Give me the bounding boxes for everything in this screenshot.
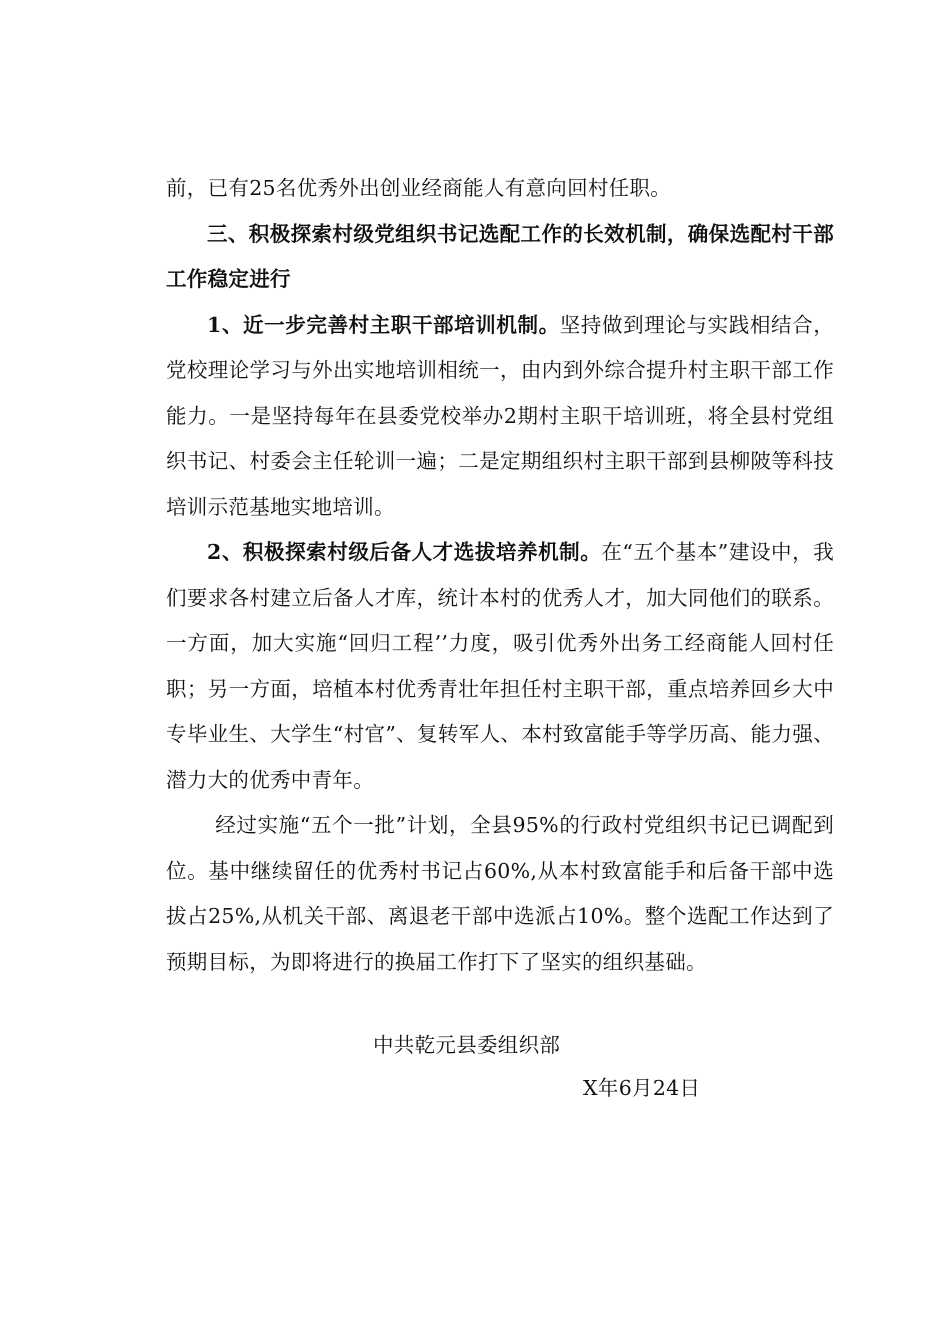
signature-organization: 中共乾元县委组织部 (373, 1033, 561, 1057)
intro-paragraph-tail: 前，已有25名优秀外出创业经商能人有意向回村任职。 (166, 176, 672, 200)
item-2-body: 在“五个基本”建设中，我们要求各村建立后备人才库，统计本村的优秀人才，加大同他们的联系。一方面，加大实施“回归工程’’力度，吸引优秀外出务工经商能人回村任职；另一方面，培植本村优秀青壮年担任村主职干部，重点培养回乡大中专毕业生、大学生“村官”、复转军人、本村致富能手等学历高、能力强、潜力大的优秀中青年。 (166, 540, 834, 792)
document-body (166, 166, 834, 985)
item-1-paragraph (166, 303, 834, 531)
section-3-heading: 三、积极探索村级党组织书记选配工作的长效机制，确保选配村干部工作稳定进行 (166, 221, 834, 291)
item-1-body: 坚持做到理论与实践相结合，党校理论学习与外出实地培训相统一，由内到外综合提升村主职干部工作能力。一是坚持每年在县委党校举办2期村主职干培训班，将全县村党组织书记、村委会主任轮训一遍；二是定期组织村主职干部到县柳陂等科技培训示范基地实地培训。 (166, 312, 834, 519)
signature-date: X年6月24日 (583, 1076, 701, 1100)
item-2-lead: 2、积极探索村级后备人才选拔培养机制。 (207, 540, 602, 564)
summary-paragraph: 经过实施“五个一批”计划，全县95%的行政村党组织书记已调配到位。基中继续留任的优秀村书记占60%,从本村致富能手和后备干部中选拔占25%,从机关干部、离退老干部中选派占10%。整个选配工作达到了预期目标，为即将进行的换届工作打下了坚实的组织基础。 (166, 813, 834, 974)
item-1-lead: 1、近一步完善村主职干部培训机制。 (207, 312, 560, 337)
item-2-paragraph (166, 530, 834, 803)
